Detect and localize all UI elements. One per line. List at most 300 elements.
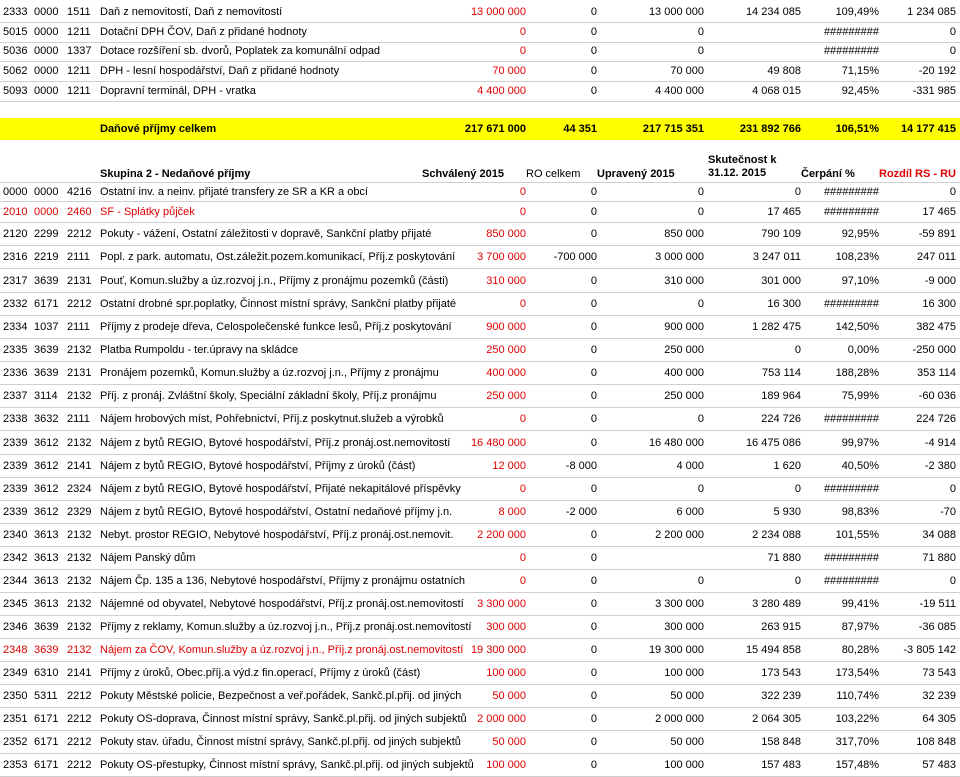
table-row: [0, 455, 960, 477]
para-code: 0000: [34, 206, 59, 218]
para-code: 2219: [34, 251, 59, 263]
rozdil-value: 0: [949, 26, 956, 38]
description: Pokuty stav. úřadu, Činnost místní správy, Sankč.pl.přij. od jiných subjektů: [100, 736, 461, 748]
para-code: 6171: [34, 759, 59, 771]
summary-ro: 44 351: [563, 123, 597, 135]
para-code: 3612: [34, 460, 59, 472]
skutecnost-value: 157 483: [761, 759, 801, 771]
cerpani-value: 108,23%: [835, 251, 879, 263]
cerpani-value: 99,97%: [841, 436, 879, 449]
par-code: 2316: [3, 251, 28, 263]
ro-value: 0: [590, 344, 597, 356]
pol-code: 2132: [67, 598, 92, 610]
table-row: [0, 593, 960, 615]
par-code: 5015: [3, 26, 28, 38]
schvaleny-value: 0: [519, 298, 526, 310]
ro-value: 0: [590, 598, 597, 610]
description: Nájem z bytů REGIO, Bytové hospodářství, Ostatní nedaňové příjmy j.n.: [100, 506, 453, 518]
upraveny-value: 16 480 000: [648, 436, 704, 449]
par-code: 0000: [3, 186, 28, 198]
pol-code: 4216: [67, 186, 92, 198]
header-skutecnost-line2: 31.12. 2015: [708, 167, 767, 179]
description: Příjmy z úroků, Obec.příj.a výd.z fin.operací, Příjmy z úroků (část): [100, 667, 421, 679]
rozdil-value: 108 848: [916, 736, 956, 748]
header-row: [0, 150, 960, 182]
upraveny-value: 4 000: [676, 460, 704, 472]
table-row: [0, 202, 960, 222]
pol-code: 2111: [67, 251, 90, 263]
upraveny-value: 2 000 000: [655, 713, 704, 725]
upraveny-value: 0: [697, 483, 704, 495]
rozdil-value: -70: [940, 506, 956, 518]
rozdil-value: -9 000: [924, 274, 956, 287]
par-code: 2340: [3, 529, 28, 541]
para-code: 6171: [34, 298, 59, 310]
cerpani-value: 110,74%: [836, 690, 879, 702]
header-schvaleny: Schválený 2015: [422, 168, 504, 180]
upraveny-value: 900 000: [664, 321, 704, 333]
rozdil-value: 64 305: [922, 713, 956, 725]
description: Nájem z bytů REGIO, Bytové hospodářství, Příj.z pronáj.ost.nemovitostí: [100, 436, 451, 449]
skutecnost-value: 322 239: [761, 690, 801, 702]
ro-value: 0: [590, 274, 597, 287]
para-code: 0000: [34, 65, 59, 77]
schvaleny-value: 0: [519, 483, 526, 495]
table-row: [0, 431, 960, 454]
cerpani-value: 157,48%: [835, 759, 879, 771]
rozdil-value: -3 805 142: [903, 644, 956, 656]
cerpani-value: #########: [823, 298, 879, 310]
upraveny-value: 250 000: [664, 390, 704, 402]
upraveny-value: 0: [697, 413, 704, 425]
pol-code: 2324: [67, 483, 92, 495]
ro-value: -8 000: [565, 460, 597, 472]
cerpani-value: 75,99%: [841, 390, 879, 402]
summary-label: Daňové příjmy celkem: [100, 123, 217, 135]
para-code: 5311: [34, 690, 58, 702]
rozdil-value: 71 880: [922, 552, 956, 564]
par-code: 2342: [3, 552, 28, 564]
cerpani-value: 71,15%: [841, 65, 879, 77]
cerpani-value: #########: [823, 26, 879, 38]
table-row: [0, 316, 960, 338]
para-code: 3114: [34, 390, 58, 402]
par-code: 2339: [3, 436, 28, 449]
upraveny-value: 6 000: [676, 506, 704, 518]
rozdil-value: -20 192: [918, 65, 956, 77]
header-cerpani: Čerpání %: [801, 168, 855, 180]
table-row: [0, 754, 960, 776]
pol-code: 2131: [67, 367, 92, 379]
skutecnost-value: 753 114: [762, 367, 801, 379]
para-code: 3639: [34, 367, 59, 379]
schvaleny-value: 0: [519, 206, 526, 218]
description: Pokuty OS-přestupky, Činnost místní správy, Sankč.pl.přij. od jiných subjektů: [100, 759, 474, 771]
pol-code: 2212: [67, 736, 92, 748]
para-code: 6171: [34, 713, 59, 725]
table-row: [0, 223, 960, 245]
cerpani-value: #########: [823, 575, 879, 587]
ro-value: 0: [590, 6, 597, 18]
skutecnost-value: 0: [794, 483, 801, 495]
upraveny-value: 100 000: [664, 759, 704, 771]
cerpani-value: 98,83%: [841, 506, 879, 518]
schvaleny-value: 0: [519, 45, 526, 57]
ro-value: 0: [590, 621, 597, 633]
pol-code: 2131: [67, 274, 92, 287]
pol-code: 2141: [67, 460, 92, 472]
cerpani-value: 103,22%: [835, 713, 879, 725]
description: Nájem za ČOV, Komun.služby a úz.rozvoj j.n., Příj.z pronáj.ost.nemovitostí: [100, 644, 464, 656]
cerpani-value: 101,55%: [835, 529, 879, 541]
par-code: 2345: [3, 598, 28, 610]
upraveny-value: 400 000: [664, 367, 704, 379]
schvaleny-value: 0: [519, 575, 526, 587]
para-code: 0000: [34, 45, 59, 57]
upraveny-value: 0: [697, 206, 704, 218]
description: Platba Rumpoldu - ter.úpravy na skládce: [100, 344, 299, 356]
para-code: 3613: [34, 552, 59, 564]
pol-code: 2132: [67, 390, 92, 402]
par-code: 2349: [3, 667, 28, 679]
pol-code: 2132: [67, 529, 92, 541]
description: Pokuty Městské policie, Bezpečnost a veř.pořádek, Sankč.pl.přij. od jiných: [100, 690, 462, 702]
pol-code: 2132: [67, 621, 92, 633]
skutecnost-value: 3 247 011: [752, 251, 801, 263]
par-code: 2010: [3, 206, 28, 218]
upraveny-value: 13 000 000: [648, 6, 704, 18]
cerpani-value: 92,45%: [841, 85, 879, 97]
para-code: 0000: [34, 26, 59, 38]
skutecnost-value: 4 068 015: [752, 85, 801, 97]
par-code: 2336: [3, 367, 28, 379]
cerpani-value: #########: [823, 552, 879, 564]
pol-code: 2132: [67, 552, 92, 564]
ro-value: 0: [590, 690, 597, 702]
skutecnost-value: 5 930: [773, 506, 801, 518]
pol-code: 2111: [67, 321, 90, 333]
skutecnost-value: 2 064 305: [752, 713, 801, 725]
row-divider: [0, 101, 960, 102]
schvaleny-value: 2 000 000: [477, 713, 526, 725]
description: Příjmy z prodeje dřeva, Celospolečenské funkce lesů, Příj.z poskytování: [100, 321, 452, 333]
para-code: 3639: [34, 621, 59, 633]
schvaleny-value: 8 000: [498, 506, 526, 518]
para-code: 3612: [34, 483, 59, 495]
par-code: 2334: [3, 321, 28, 333]
schvaleny-value: 100 000: [486, 667, 526, 679]
rozdil-value: 247 011: [917, 251, 956, 263]
upraveny-value: 19 300 000: [648, 644, 704, 656]
description: Pokuty - vážení, Ostatní záležitosti v dopravě, Sankční platby přijaté: [100, 228, 432, 240]
para-code: 3639: [34, 644, 59, 656]
upraveny-value: 0: [697, 298, 704, 310]
cerpani-value: 99,41%: [841, 598, 879, 610]
skutecnost-value: 2 234 088: [752, 529, 801, 541]
description: Nájem hrobových míst, Pohřebnictví, Příj.z poskytnut.služeb a výrobků: [100, 413, 444, 425]
summary-schvaleny: 217 671 000: [464, 123, 526, 135]
schvaleny-value: 250 000: [486, 390, 526, 402]
schvaleny-value: 250 000: [486, 344, 526, 356]
schvaleny-value: 50 000: [492, 736, 526, 748]
skutecnost-value: 173 543: [761, 667, 801, 679]
ro-value: 0: [590, 367, 597, 379]
description: SF - Splátky půjček: [100, 206, 195, 218]
para-code: 3632: [34, 413, 59, 425]
ro-value: 0: [590, 436, 597, 449]
para-code: 3613: [34, 529, 59, 541]
pol-code: 2132: [67, 436, 92, 449]
ro-value: 0: [590, 759, 597, 771]
upraveny-value: 0: [697, 575, 704, 587]
upraveny-value: 70 000: [670, 65, 704, 77]
cerpani-value: 142,50%: [835, 321, 879, 333]
schvaleny-value: 0: [519, 186, 526, 198]
table-row: [0, 570, 960, 592]
header-skutecnost-line1: Skutečnost k: [708, 154, 777, 166]
rozdil-value: -4 914: [924, 436, 956, 449]
skutecnost-value: 15 494 858: [745, 644, 801, 656]
skutecnost-value: 790 109: [761, 228, 801, 240]
ro-value: -700 000: [553, 251, 597, 263]
upraveny-value: 50 000: [670, 690, 704, 702]
cerpani-value: 80,28%: [841, 644, 879, 656]
par-code: 2351: [3, 713, 28, 725]
rozdil-value: 224 726: [916, 413, 956, 425]
table-row: [0, 524, 960, 546]
summary-skutecnost: 231 892 766: [739, 123, 801, 135]
cerpani-value: 87,97%: [841, 621, 879, 633]
schvaleny-value: 0: [519, 413, 526, 425]
ro-value: 0: [590, 736, 597, 748]
pol-code: 1511: [67, 6, 91, 18]
para-code: 1037: [34, 321, 59, 333]
table-row: [0, 708, 960, 730]
upraveny-value: 250 000: [664, 344, 704, 356]
ro-value: 0: [590, 85, 597, 97]
ro-value: 0: [590, 186, 597, 198]
schvaleny-value: 850 000: [486, 228, 526, 240]
description: Ostatní inv. a neinv. přijaté transfery ze SR a KR a obcí: [100, 186, 368, 198]
para-code: 3639: [34, 344, 59, 356]
cerpani-value: 109,49%: [835, 6, 879, 18]
par-code: 2339: [3, 483, 28, 495]
par-code: 2332: [3, 298, 28, 310]
par-code: 2333: [3, 6, 28, 18]
header-upraveny: Upravený 2015: [597, 168, 675, 180]
table-row: [0, 408, 960, 430]
description: Ostatní drobné spr.poplatky, Činnost místní správy, Sankční platby přijaté: [100, 298, 457, 310]
table-row: [0, 183, 960, 201]
ro-value: 0: [590, 26, 597, 38]
rozdil-value: 1 234 085: [907, 6, 956, 18]
para-code: 6171: [34, 736, 59, 748]
para-code: 3613: [34, 575, 59, 587]
upraveny-value: 0: [697, 45, 704, 57]
table-row: [0, 731, 960, 753]
ro-value: 0: [590, 45, 597, 57]
par-code: 2344: [3, 575, 28, 587]
par-code: 5093: [3, 85, 28, 97]
rozdil-value: -331 985: [912, 85, 956, 97]
para-code: 0000: [34, 6, 59, 18]
upraveny-value: 850 000: [664, 228, 704, 240]
table-row: [0, 362, 960, 384]
table-row: [0, 246, 960, 268]
table-row: [0, 3, 960, 21]
schvaleny-value: 0: [519, 552, 526, 564]
summary-row: [0, 118, 960, 140]
description: Příjmy z reklamy, Komun.služby a úz.rozvoj j.n., Příj.z pronáj.ost.nemovitostí: [100, 621, 472, 633]
description: Nájem Panský dům: [100, 552, 196, 564]
description: Nebyt. prostor REGIO, Nebytové hospodářství, Příj.z pronáj.ost.nemovit.: [100, 529, 454, 541]
rozdil-value: 382 475: [916, 321, 956, 333]
par-code: 2353: [3, 759, 28, 771]
pol-code: 1211: [67, 65, 91, 77]
description: Nájemné od obyvatel, Nebytové hospodářství, Příj.z pronáj.ost.nemovitostí: [100, 598, 464, 610]
schvaleny-value: 4 400 000: [477, 85, 526, 97]
cerpani-value: #########: [823, 483, 879, 495]
rozdil-value: -19 511: [919, 598, 956, 610]
table-row: [0, 685, 960, 707]
cerpani-value: 40,50%: [841, 460, 879, 472]
pol-code: 2132: [67, 575, 92, 587]
description: DPH - lesní hospodářství, Daň z přidané hodnoty: [100, 65, 340, 77]
description: Pronájem pozemků, Komun.služby a úz.rozvoj j.n., Příjmy z pronájmu: [100, 367, 439, 379]
pol-code: 2141: [67, 667, 92, 679]
par-code: 2339: [3, 506, 28, 518]
par-code: 2337: [3, 390, 28, 402]
skutecnost-value: 16 300: [767, 298, 801, 310]
header-group: Skupina 2 - Nedaňové příjmy: [100, 168, 251, 180]
cerpani-value: 0,00%: [847, 344, 879, 356]
rozdil-value: -59 891: [918, 228, 956, 240]
description: Příj. z pronáj. Zvláštní školy, Speciální základní školy, Příj.z pronájmu: [100, 390, 437, 402]
ro-value: 0: [590, 390, 597, 402]
schvaleny-value: 900 000: [486, 321, 526, 333]
cerpani-value: #########: [823, 186, 879, 198]
pol-code: 2132: [67, 644, 92, 656]
upraveny-value: 4 400 000: [655, 85, 704, 97]
ro-value: 0: [590, 529, 597, 541]
upraveny-value: 3 300 000: [655, 598, 704, 610]
schvaleny-value: 16 480 000: [470, 436, 526, 449]
table-row: [0, 547, 960, 569]
header-skutecnost: [704, 150, 801, 182]
rozdil-value: 0: [949, 45, 956, 57]
rozdil-value: 57 483: [922, 759, 956, 771]
upraveny-value: 0: [697, 26, 704, 38]
table-row: [0, 269, 960, 292]
ro-value: 0: [590, 713, 597, 725]
skutecnost-value: 16 475 086: [745, 436, 801, 449]
para-code: 6310: [34, 667, 59, 679]
cerpani-value: #########: [823, 413, 879, 425]
pol-code: 1211: [67, 26, 91, 38]
pol-code: 2212: [67, 713, 92, 725]
par-code: 2338: [3, 413, 28, 425]
par-code: 2317: [3, 274, 28, 287]
para-code: 3639: [34, 274, 59, 287]
description: Daň z nemovitostí, Daň z nemovitostí: [100, 6, 283, 18]
par-code: 5062: [3, 65, 28, 77]
rozdil-value: 32 239: [922, 690, 956, 702]
par-code: 2335: [3, 344, 28, 356]
upraveny-value: 310 000: [664, 274, 704, 287]
description: Pokuty OS-doprava, Činnost místní správy, Sankč.pl.přij. od jiných subjektů: [100, 713, 467, 725]
schvaleny-value: 400 000: [486, 367, 526, 379]
upraveny-value: 50 000: [670, 736, 704, 748]
pol-code: 2212: [67, 228, 92, 240]
para-code: 0000: [34, 186, 59, 198]
ro-value: 0: [590, 552, 597, 564]
ro-value: 0: [590, 321, 597, 333]
skutecnost-value: 1 282 475: [752, 321, 801, 333]
description: Dopravní terminál, DPH - vratka: [100, 85, 256, 97]
upraveny-value: 2 200 000: [655, 529, 704, 541]
summary-rozdil: 14 177 415: [900, 123, 956, 135]
schvaleny-value: 100 000: [486, 759, 526, 771]
schvaleny-value: 13 000 000: [470, 6, 526, 18]
ro-value: 0: [590, 228, 597, 240]
pol-code: 2132: [67, 344, 92, 356]
description: Dotační DPH ČOV, Daň z přidané hodnoty: [100, 26, 307, 38]
schvaleny-value: 12 000: [492, 460, 526, 472]
par-code: 2120: [3, 228, 28, 240]
rozdil-value: -250 000: [912, 344, 956, 356]
skutecnost-value: 71 880: [767, 552, 801, 564]
par-code: 5036: [3, 45, 28, 57]
rozdil-value: -2 380: [924, 460, 956, 472]
pol-code: 2212: [67, 759, 92, 771]
schvaleny-value: 50 000: [492, 690, 526, 702]
rozdil-value: 34 088: [922, 529, 956, 541]
header-rozdil: Rozdíl RS - RU: [879, 168, 956, 180]
table-row: [0, 478, 960, 500]
schvaleny-value: 2 200 000: [477, 529, 526, 541]
rozdil-value: 0: [949, 186, 956, 198]
cerpani-value: 173,54%: [835, 667, 879, 679]
rozdil-value: -60 036: [918, 390, 956, 402]
par-code: 2352: [3, 736, 28, 748]
skutecnost-value: 3 280 489: [752, 598, 801, 610]
skutecnost-value: 49 808: [767, 65, 801, 77]
table-row: [0, 662, 960, 684]
ro-value: 0: [590, 667, 597, 679]
rozdil-value: 0: [949, 483, 956, 495]
upraveny-value: 100 000: [664, 667, 704, 679]
pol-code: 2212: [67, 298, 92, 310]
skutecnost-value: 263 915: [761, 621, 801, 633]
table-row: [0, 339, 960, 361]
pol-code: 2329: [67, 506, 92, 518]
table-row: [0, 62, 960, 80]
para-code: 2299: [34, 228, 59, 240]
rozdil-value: 353 114: [917, 367, 956, 379]
pol-code: 2460: [67, 206, 92, 218]
schvaleny-value: 3 300 000: [477, 598, 526, 610]
ro-value: 0: [590, 206, 597, 218]
schvaleny-value: 70 000: [492, 65, 526, 77]
ro-value: 0: [590, 483, 597, 495]
pol-code: 1211: [67, 85, 91, 97]
para-code: 3612: [34, 436, 59, 449]
schvaleny-value: 300 000: [486, 621, 526, 633]
skutecnost-value: 17 465: [767, 206, 801, 218]
para-code: 3613: [34, 598, 59, 610]
para-code: 0000: [34, 85, 59, 97]
rozdil-value: 73 543: [922, 667, 956, 679]
